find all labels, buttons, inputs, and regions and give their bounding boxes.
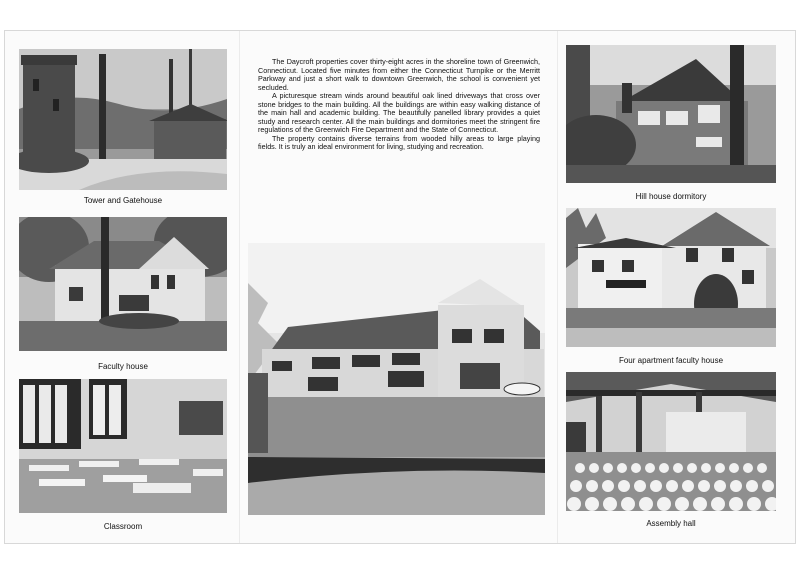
fold-line-right	[557, 31, 558, 543]
caption-faculty-house: Faculty house	[98, 362, 148, 371]
intro-paragraph: The property contains diverse terrains from wooded hilly areas to large playing fields. It is truly an ideal environment for living, studying and recreation.	[258, 133, 540, 152]
intro-paragraph: A picturesque stream winds around beautiful oak lined driveways that cross over stone bridges to the main building. All the buildings are within easy walking distance of the main hall and academic building. The beautifully panelled library provides a quiet study and research center. All the main buildings and dormitories meet the stringent fire regulations of the Greenwich Fire Department and the State of Connecticut.	[258, 91, 540, 135]
tower-gatehouse-photo	[19, 49, 227, 190]
caption-classroom: Classroom	[103, 522, 143, 531]
caption-tower-gatehouse: Tower and Gatehouse	[83, 196, 163, 205]
main-building-photo	[248, 243, 545, 515]
faculty-house-photo	[19, 217, 227, 351]
caption-assembly-hall: Assembly hall	[646, 519, 696, 528]
assembly-hall-photo	[566, 372, 776, 511]
hill-house-photo	[566, 45, 776, 183]
fold-line-left	[239, 31, 240, 543]
caption-apartment-house: Four apartment faculty house	[618, 356, 724, 365]
apartment-house-photo	[566, 208, 776, 347]
caption-hill-house: Hill house dormitory	[635, 192, 707, 201]
intro-paragraph: The Daycroft properties cover thirty-eight acres in the shoreline town of Greenwich, Connecticut. Located five minutes from either the Connecticut Turnpike or the Merritt Parkway and just a short walk to downtown Greenwich, the school is convenient yet secluded.	[258, 57, 540, 92]
classroom-photo	[19, 379, 227, 513]
intro-text	[258, 58, 540, 152]
